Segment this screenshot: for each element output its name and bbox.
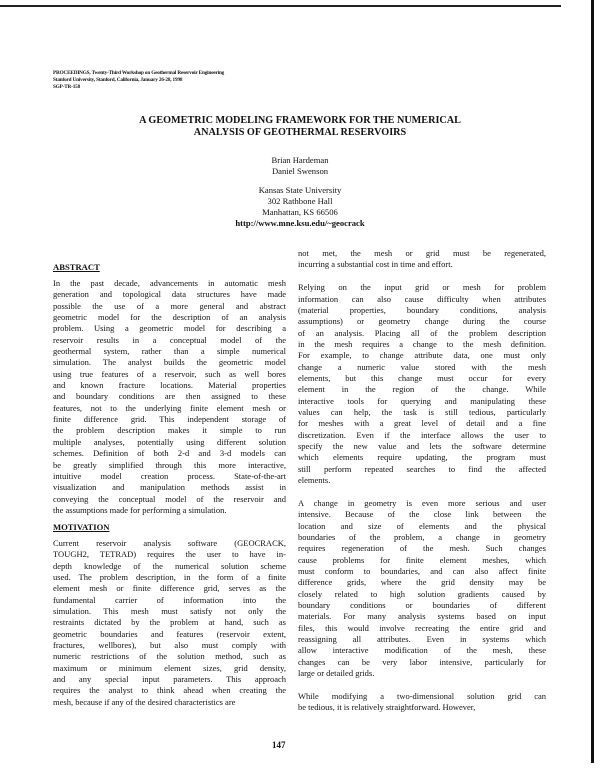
text-line: materials. For many analysis systems based on input [298,611,546,622]
text-line: geometric boundaries and features (reservoir extent, [53,628,286,639]
text-line: generation and topological data structures have made [53,289,286,300]
text-line: problem. Using a geometric model for describing a [53,323,286,334]
text-line: specify the new value and lets the software determine [298,441,546,451]
abstract-heading: ABSTRACT [53,262,100,272]
abstract-section [53,262,286,516]
text-line: not met, the mesh or grid must be regenerated, [298,248,546,258]
text-line: intensive. Because of the close link between the [298,509,546,520]
motivation-body [53,538,286,708]
affiliation-line: Kansas State University [258,185,342,195]
text-line: schemes. Definition of both 2-d and 3-d models can [53,448,286,459]
text-line: incurring a substantial cost in time and effort. [298,259,453,270]
text-line: geothermal system, rather than a simple numerical [53,346,286,357]
affiliation-line: Manhattan, KS 66506 [262,207,338,217]
text-line: intuitive model creation process. State-of-the-art [53,470,286,481]
text-line: element in the region of the change. While [298,384,546,395]
text-line: features, not to the underlying finite element mesh or [53,402,286,413]
proceedings-header [53,70,224,91]
text-line: possible the use of a more general and abstract [53,300,286,311]
text-line: elements. [298,475,331,486]
text-line: assumptions) or geometry change during the course [298,316,546,327]
text-line: mesh, because if any of the desired characteristics are [53,696,236,707]
text-line: values can help, the task is still tedious, particularly [298,406,546,417]
text-line: boundaries of the problem, a change in geometry [298,531,546,542]
text-line: used. The problem description, in the form of a finite [53,572,286,583]
text-line: closely related to high solution gradients caused by [298,588,546,599]
text-line: for meshes with a great level of detail and a fine [298,418,546,429]
text-line: files, this would involve recreating the entire grid and [298,622,546,633]
text-line: requires the analyst to think ahead when creating the [53,685,286,696]
text-line: elements, but this change must occur for every [298,372,546,383]
text-line: and boundary conditions are then assigned to these [53,391,286,402]
text-line: still perform repeated searches to find the affected [298,463,546,474]
author: Brian Hardeman [271,155,329,165]
text-line: changes can be very labor intensive, particularly for [298,656,546,667]
text-line: geometric model for the description of an analysis [53,312,286,323]
paper-title [0,115,600,139]
text-line: change a numeric value stored with the mesh [298,361,546,372]
text-line: and known fracture locations. Material properties [53,380,286,391]
proceedings-line: PROCEEDINGS, Twenty-Third Workshop on Geothermal Reservoir Engineering [53,70,225,76]
text-line: finite difference grid. This independent storage of [53,414,286,425]
text-line: In the past decade, advancements in automatic mesh [53,278,286,288]
title-line: ANALYSIS OF GEOTHERMAL RESERVOIRS [193,127,407,138]
text-line: simulation. The analyst builds the geometric model [53,357,286,368]
affiliation-line: 302 Rathbone Hall [267,196,333,206]
text-line: interactive tools for querying and manipulating these [298,395,546,406]
text-line: the problem description makes it simple to run [53,425,286,436]
text-line: location and size of elements and the physical [298,520,546,531]
text-line: reassigning all attributes. Even in systems which [298,634,546,644]
text-line: fundamental carrier of information into the [53,594,286,605]
text-line: restraints dictated by the problem at hand, such as [53,617,286,628]
affiliation [0,185,600,229]
text-line: TOUGH2, TETRAD) requires the user to have in- [53,549,286,560]
text-line: For example, to change attribute data, one must only [298,350,546,361]
text-line: maximum or minimum element sizes, grid density, [53,662,286,673]
text-line: cause problems for finite element meshes, which [298,554,546,565]
text-line: Relying on the input grid or mesh for problem [298,282,546,293]
text-line: visualization and manipulation methods assist in [53,482,286,493]
text-line: allow interactive modification of the mesh, these [298,645,546,656]
text-line: A change in geometry is even more serious and user [298,497,546,508]
text-line: conveying the conceptual model of the reservoir and [53,493,286,504]
abstract-body [53,278,286,516]
text-line: requires regeneration of the mesh. Such changes [298,543,546,554]
text-line: (material properties, boundary conditions, analysis [298,304,546,315]
proceedings-line: Stanford University, Stanford, California, January 26-28, 1998 [53,77,183,83]
text-line: element mesh or finite difference grid, serves as the [53,583,286,594]
text-line: be tedious, it is relatively straightforward. However, [298,702,476,713]
text-line: While modifying a two-dimensional solution grid can [298,690,546,701]
text-line: and any special input parameters. This approach [53,674,286,685]
text-line: depth knowledge of the numerical solution scheme [53,560,286,571]
text-line: fractures, wellbores), but also must comply with [53,640,286,651]
proceedings-line: SGP-TR-158 [53,84,81,90]
text-line: difference grids, where the grid density may be [298,577,546,588]
text-line: the assumptions made for performing a simulation. [53,504,227,515]
text-line: Current reservoir analysis software (GEOCRACK, [53,538,286,548]
text-line: of an analysis. Placing all of the problem description [298,327,546,338]
paragraph [298,691,546,714]
text-line: discretization. Even if the interface allows the user to [298,429,546,440]
text-line: using true features of a reservoir, such as well bores [53,368,286,379]
text-line: reservoir results in a conceptual model of the [53,334,286,345]
author: Daniel Swenson [271,166,329,176]
text-line: information can also cause difficulty when attributes [298,293,546,304]
text-line: in the mesh requires a change to the mesh definition. [298,338,546,349]
title-line: A GEOMETRIC MODELING FRAMEWORK FOR THE NUMERICAL [139,115,461,126]
right-column [298,248,546,714]
text-line: numeric restrictions of the solution method, such as [53,651,286,662]
text-line: be greatly simplified through this more interactive, [53,459,286,470]
paragraph [298,498,546,680]
text-line: must conform to boundaries, and can also affect finite [298,565,546,576]
authors [0,155,600,177]
text-line: which elements require updating, the program must [298,452,546,463]
text-line: boundary conditions or boundaries of different [298,599,546,610]
text-line: multiple analyses, potentially using different solution [53,436,286,447]
url-link[interactable]: http://www.mne.ksu.edu/~geocrack [235,218,365,228]
text-line: simulation. This mesh must satisfy not only the [53,606,286,617]
motivation-heading: MOTIVATION [53,522,110,532]
paragraph [298,282,546,486]
motivation-section [53,522,286,708]
page-number: 147 [272,740,286,750]
paragraph [298,248,546,271]
top-rule [0,5,561,7]
text-line: large or detailed grids. [298,668,375,679]
